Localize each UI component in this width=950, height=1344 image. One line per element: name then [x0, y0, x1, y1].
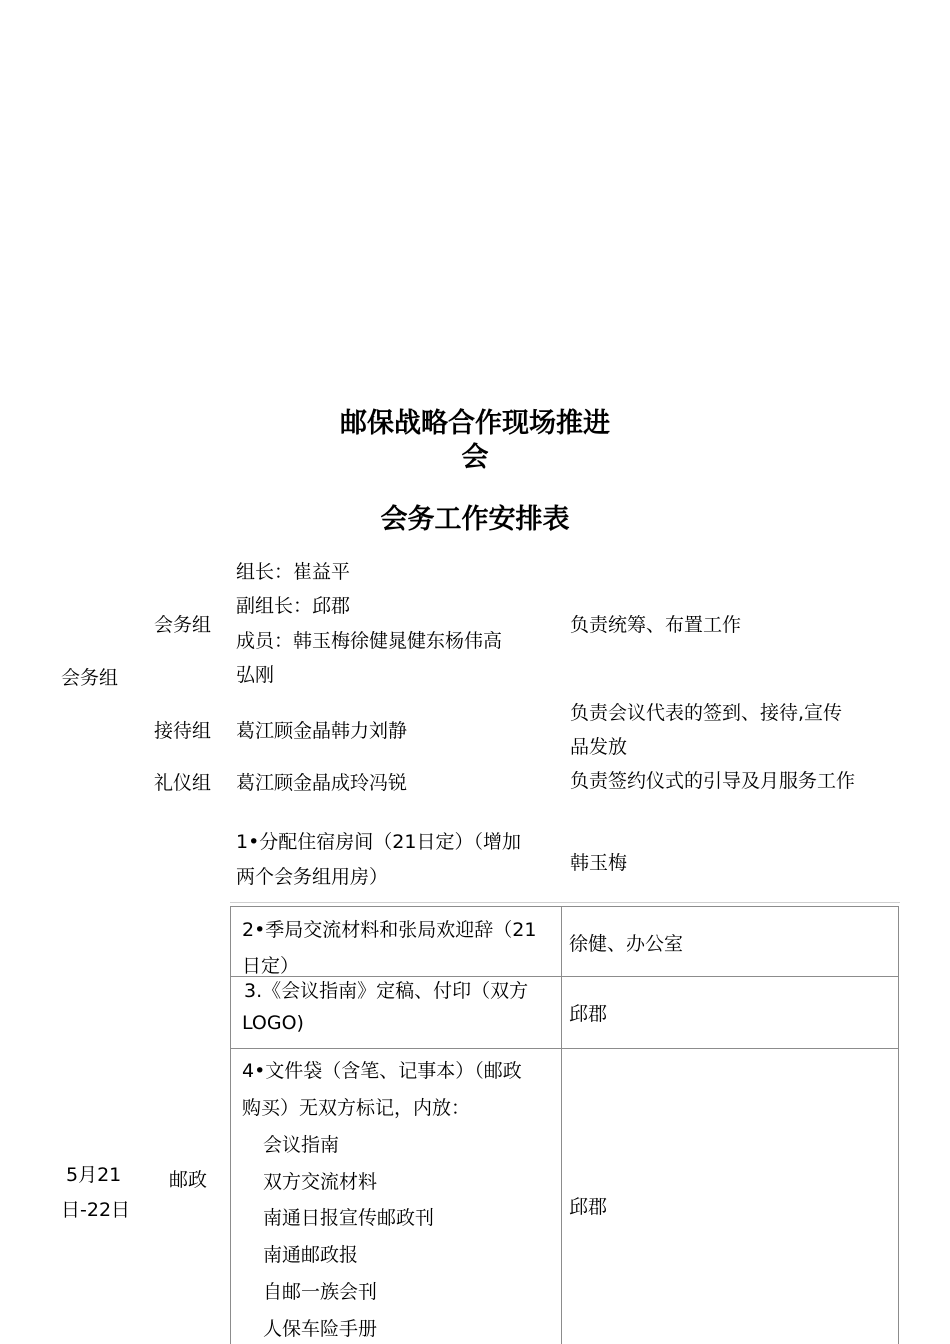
group-duty-huiwu: 负责统筹、布置工作: [570, 614, 742, 636]
group-members-continued: 弘刚: [236, 664, 275, 686]
group-members-jiedai: 葛江顾金晶韩力刘静: [236, 720, 408, 742]
table-left-border: [230, 906, 231, 1344]
task-4-item: 人保车险手册: [263, 1318, 378, 1340]
table-row-divider: [230, 976, 899, 977]
table-row-divider: [230, 1048, 899, 1049]
table-column-divider: [561, 906, 562, 1344]
schedule-date: 5月21: [66, 1164, 122, 1186]
group-duty-jiedai-continued: 品发放: [570, 736, 628, 758]
task-4-item: 自邮一族会刊: [263, 1281, 378, 1303]
table-top-shadow-line: [230, 902, 900, 903]
task-4-text: 4•文件袋（含笔、记事本）（邮政: [242, 1060, 522, 1082]
task-3-owner: 邱郡: [569, 1003, 608, 1025]
task-4-owner: 邱郡: [569, 1196, 608, 1218]
task-3-text-continued: LOGO): [242, 1012, 304, 1034]
task-4-item: 南通邮政报: [263, 1244, 359, 1266]
table-right-border: [898, 906, 899, 1344]
task-1-text-continued: 两个会务组用房）: [236, 866, 389, 888]
group-leader: 组长：崔益平: [236, 561, 351, 583]
task-2-text: 2•季局交流材料和张局欢迎辞（21: [242, 919, 537, 941]
group-members: 成员：韩玉梅徐健晁健东杨伟高: [236, 630, 503, 652]
task-3-text: 3.《会议指南》定稿、付印（双方: [244, 980, 529, 1002]
task-1-owner: 韩玉梅: [570, 852, 628, 874]
group-name-liyi: 礼仪组: [154, 772, 212, 794]
group-duty-liyi: 负责签约仪式的引导及月服务工作: [570, 770, 856, 792]
task-4-text-continued: 购买）无双方标记，内放：: [242, 1097, 471, 1119]
document-title: 邮保战略合作现场推进: [340, 408, 610, 439]
schedule-party: 邮政: [169, 1169, 208, 1191]
group-members-liyi: 葛江顾金晶成玲冯锐: [236, 772, 408, 794]
group-name-jiedai: 接待组: [154, 720, 212, 742]
task-1-text: 1•分配住宿房间（21日定）（增加: [236, 831, 521, 853]
group-duty-jiedai: 负责会议代表的签到、接待,宣传: [570, 702, 843, 724]
group-name-huiwu: 会务组: [154, 614, 212, 636]
task-4-item: 会议指南: [263, 1134, 340, 1156]
task-2-owner: 徐健、办公室: [569, 933, 684, 955]
table-top-border: [230, 906, 899, 907]
section-label-huiwu: 会务组: [61, 667, 119, 689]
task-2-text-continued: 日定）: [242, 955, 300, 977]
schedule-date-continued: 日-22日: [61, 1199, 131, 1221]
task-4-item: 双方交流材料: [263, 1171, 378, 1193]
document-title-continued: 会: [461, 442, 489, 473]
group-deputy: 副组长：邱郡: [236, 595, 351, 617]
task-4-item: 南通日报宣传邮政刊: [263, 1207, 435, 1229]
document-subtitle: 会务工作安排表: [380, 504, 570, 535]
